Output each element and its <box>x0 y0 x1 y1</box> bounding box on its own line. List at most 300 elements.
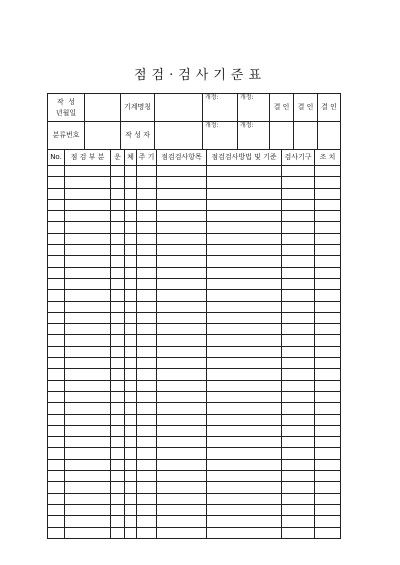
table-cell[interactable] <box>111 425 125 436</box>
table-cell[interactable] <box>111 504 125 515</box>
table-cell[interactable] <box>48 358 65 369</box>
table-cell[interactable] <box>137 278 157 289</box>
table-cell[interactable] <box>207 527 282 538</box>
table-cell[interactable] <box>157 278 207 289</box>
table-cell[interactable] <box>137 391 157 402</box>
table-cell[interactable] <box>137 312 157 323</box>
table-cell[interactable] <box>125 335 137 346</box>
table-cell[interactable] <box>111 256 125 267</box>
table-cell[interactable] <box>65 493 111 504</box>
table-cell[interactable] <box>65 391 111 402</box>
table-cell[interactable] <box>315 290 341 301</box>
table-cell[interactable] <box>48 233 65 244</box>
table-cell[interactable] <box>65 346 111 357</box>
approval-sign-1[interactable] <box>270 122 294 150</box>
table-cell[interactable] <box>157 403 207 414</box>
table-cell[interactable] <box>207 199 282 210</box>
table-cell[interactable] <box>282 516 315 527</box>
table-cell[interactable] <box>315 256 341 267</box>
table-cell[interactable] <box>315 471 341 482</box>
table-cell[interactable] <box>111 346 125 357</box>
table-cell[interactable] <box>315 493 341 504</box>
table-cell[interactable] <box>111 233 125 244</box>
table-cell[interactable] <box>282 403 315 414</box>
table-cell[interactable] <box>137 369 157 380</box>
table-cell[interactable] <box>65 358 111 369</box>
table-cell[interactable] <box>137 256 157 267</box>
revision-field-4[interactable]: 개정: <box>238 122 270 150</box>
table-cell[interactable] <box>137 403 157 414</box>
machine-name-field[interactable] <box>155 94 203 122</box>
table-cell[interactable] <box>157 493 207 504</box>
table-cell[interactable] <box>125 504 137 515</box>
table-cell[interactable] <box>207 245 282 256</box>
table-cell[interactable] <box>282 222 315 233</box>
table-cell[interactable] <box>157 166 207 177</box>
table-cell[interactable] <box>125 358 137 369</box>
table-cell[interactable] <box>207 166 282 177</box>
table-cell[interactable] <box>282 471 315 482</box>
table-cell[interactable] <box>111 278 125 289</box>
table-cell[interactable] <box>282 211 315 222</box>
table-cell[interactable] <box>207 256 282 267</box>
table-cell[interactable] <box>282 324 315 335</box>
table-cell[interactable] <box>111 301 125 312</box>
table-cell[interactable] <box>315 504 341 515</box>
table-cell[interactable] <box>157 437 207 448</box>
table-cell[interactable] <box>282 233 315 244</box>
table-cell[interactable] <box>137 414 157 425</box>
table-cell[interactable] <box>315 312 341 323</box>
table-cell[interactable] <box>111 324 125 335</box>
table-cell[interactable] <box>48 403 65 414</box>
table-cell[interactable] <box>111 369 125 380</box>
table-cell[interactable] <box>48 493 65 504</box>
table-cell[interactable] <box>282 188 315 199</box>
table-cell[interactable] <box>315 391 341 402</box>
table-cell[interactable] <box>65 459 111 470</box>
table-cell[interactable] <box>125 482 137 493</box>
table-cell[interactable] <box>207 335 282 346</box>
table-cell[interactable] <box>137 222 157 233</box>
table-cell[interactable] <box>207 380 282 391</box>
table-cell[interactable] <box>157 188 207 199</box>
table-cell[interactable] <box>282 177 315 188</box>
table-cell[interactable] <box>207 459 282 470</box>
table-cell[interactable] <box>282 290 315 301</box>
table-cell[interactable] <box>125 166 137 177</box>
table-cell[interactable] <box>48 391 65 402</box>
table-cell[interactable] <box>137 177 157 188</box>
table-cell[interactable] <box>207 391 282 402</box>
table-cell[interactable] <box>125 233 137 244</box>
table-cell[interactable] <box>125 188 137 199</box>
table-cell[interactable] <box>157 199 207 210</box>
table-cell[interactable] <box>207 177 282 188</box>
table-cell[interactable] <box>315 346 341 357</box>
table-cell[interactable] <box>157 335 207 346</box>
table-cell[interactable] <box>48 425 65 436</box>
table-cell[interactable] <box>157 233 207 244</box>
table-cell[interactable] <box>137 245 157 256</box>
table-cell[interactable] <box>111 222 125 233</box>
table-cell[interactable] <box>137 267 157 278</box>
table-cell[interactable] <box>137 504 157 515</box>
table-cell[interactable] <box>111 403 125 414</box>
table-cell[interactable] <box>315 403 341 414</box>
table-cell[interactable] <box>315 516 341 527</box>
table-cell[interactable] <box>65 448 111 459</box>
table-cell[interactable] <box>315 324 341 335</box>
table-cell[interactable] <box>157 380 207 391</box>
table-cell[interactable] <box>125 369 137 380</box>
table-cell[interactable] <box>137 188 157 199</box>
table-cell[interactable] <box>282 358 315 369</box>
table-cell[interactable] <box>137 459 157 470</box>
table-cell[interactable] <box>65 278 111 289</box>
table-cell[interactable] <box>111 199 125 210</box>
table-cell[interactable] <box>157 267 207 278</box>
table-cell[interactable] <box>111 312 125 323</box>
table-cell[interactable] <box>157 391 207 402</box>
table-cell[interactable] <box>137 166 157 177</box>
table-cell[interactable] <box>111 211 125 222</box>
table-cell[interactable] <box>282 369 315 380</box>
table-cell[interactable] <box>282 335 315 346</box>
table-cell[interactable] <box>282 380 315 391</box>
table-cell[interactable] <box>157 290 207 301</box>
table-cell[interactable] <box>157 256 207 267</box>
table-cell[interactable] <box>125 403 137 414</box>
table-cell[interactable] <box>157 358 207 369</box>
table-cell[interactable] <box>65 471 111 482</box>
table-cell[interactable] <box>65 290 111 301</box>
table-cell[interactable] <box>111 290 125 301</box>
table-cell[interactable] <box>48 267 65 278</box>
table-cell[interactable] <box>282 278 315 289</box>
table-cell[interactable] <box>65 335 111 346</box>
table-cell[interactable] <box>137 482 157 493</box>
table-cell[interactable] <box>65 504 111 515</box>
table-cell[interactable] <box>207 290 282 301</box>
table-cell[interactable] <box>48 448 65 459</box>
table-cell[interactable] <box>137 448 157 459</box>
table-cell[interactable] <box>125 245 137 256</box>
table-cell[interactable] <box>207 437 282 448</box>
table-cell[interactable] <box>315 278 341 289</box>
table-cell[interactable] <box>137 335 157 346</box>
table-cell[interactable] <box>282 312 315 323</box>
table-cell[interactable] <box>125 312 137 323</box>
table-cell[interactable] <box>48 527 65 538</box>
table-cell[interactable] <box>125 391 137 402</box>
table-cell[interactable] <box>282 391 315 402</box>
table-cell[interactable] <box>125 516 137 527</box>
table-cell[interactable] <box>157 369 207 380</box>
table-cell[interactable] <box>282 482 315 493</box>
table-cell[interactable] <box>315 448 341 459</box>
table-cell[interactable] <box>207 324 282 335</box>
table-cell[interactable] <box>65 516 111 527</box>
table-cell[interactable] <box>315 380 341 391</box>
author-field[interactable] <box>155 122 203 150</box>
table-cell[interactable] <box>65 312 111 323</box>
table-cell[interactable] <box>207 358 282 369</box>
revision-field-3[interactable]: 개정: <box>203 122 238 150</box>
revision-field-2[interactable]: 개정: <box>238 94 270 122</box>
table-cell[interactable] <box>282 414 315 425</box>
approval-sign-3[interactable] <box>318 122 341 150</box>
table-cell[interactable] <box>65 301 111 312</box>
table-cell[interactable] <box>125 471 137 482</box>
table-cell[interactable] <box>48 199 65 210</box>
table-cell[interactable] <box>282 459 315 470</box>
table-cell[interactable] <box>137 358 157 369</box>
table-cell[interactable] <box>137 346 157 357</box>
table-cell[interactable] <box>125 278 137 289</box>
table-cell[interactable] <box>157 471 207 482</box>
table-cell[interactable] <box>137 425 157 436</box>
table-cell[interactable] <box>157 346 207 357</box>
table-cell[interactable] <box>111 414 125 425</box>
table-cell[interactable] <box>157 245 207 256</box>
table-cell[interactable] <box>137 380 157 391</box>
table-cell[interactable] <box>282 493 315 504</box>
table-cell[interactable] <box>111 516 125 527</box>
table-cell[interactable] <box>315 166 341 177</box>
table-cell[interactable] <box>125 380 137 391</box>
table-cell[interactable] <box>48 312 65 323</box>
table-cell[interactable] <box>157 414 207 425</box>
table-cell[interactable] <box>207 425 282 436</box>
table-cell[interactable] <box>125 290 137 301</box>
table-cell[interactable] <box>65 211 111 222</box>
table-cell[interactable] <box>207 493 282 504</box>
table-cell[interactable] <box>282 256 315 267</box>
table-cell[interactable] <box>315 527 341 538</box>
table-cell[interactable] <box>125 199 137 210</box>
table-cell[interactable] <box>207 403 282 414</box>
table-cell[interactable] <box>48 380 65 391</box>
table-cell[interactable] <box>157 448 207 459</box>
table-cell[interactable] <box>111 380 125 391</box>
table-cell[interactable] <box>65 414 111 425</box>
table-cell[interactable] <box>65 188 111 199</box>
table-cell[interactable] <box>111 482 125 493</box>
table-cell[interactable] <box>65 380 111 391</box>
table-cell[interactable] <box>137 516 157 527</box>
table-cell[interactable] <box>111 335 125 346</box>
table-cell[interactable] <box>111 166 125 177</box>
table-cell[interactable] <box>137 324 157 335</box>
table-cell[interactable] <box>315 425 341 436</box>
table-cell[interactable] <box>157 324 207 335</box>
table-cell[interactable] <box>282 437 315 448</box>
table-cell[interactable] <box>125 324 137 335</box>
table-cell[interactable] <box>125 301 137 312</box>
table-cell[interactable] <box>48 324 65 335</box>
table-cell[interactable] <box>315 177 341 188</box>
table-cell[interactable] <box>111 188 125 199</box>
table-cell[interactable] <box>282 425 315 436</box>
table-cell[interactable] <box>65 256 111 267</box>
table-cell[interactable] <box>48 188 65 199</box>
classification-field[interactable] <box>85 122 121 150</box>
table-cell[interactable] <box>65 245 111 256</box>
table-cell[interactable] <box>125 448 137 459</box>
table-cell[interactable] <box>137 211 157 222</box>
table-cell[interactable] <box>48 245 65 256</box>
table-cell[interactable] <box>157 312 207 323</box>
table-cell[interactable] <box>137 471 157 482</box>
table-cell[interactable] <box>282 448 315 459</box>
table-cell[interactable] <box>48 290 65 301</box>
table-cell[interactable] <box>125 256 137 267</box>
table-cell[interactable] <box>111 267 125 278</box>
table-cell[interactable] <box>315 358 341 369</box>
table-cell[interactable] <box>157 177 207 188</box>
table-cell[interactable] <box>315 301 341 312</box>
table-cell[interactable] <box>282 346 315 357</box>
table-cell[interactable] <box>207 312 282 323</box>
table-cell[interactable] <box>137 199 157 210</box>
table-cell[interactable] <box>315 369 341 380</box>
table-cell[interactable] <box>111 391 125 402</box>
table-cell[interactable] <box>48 414 65 425</box>
table-cell[interactable] <box>315 188 341 199</box>
table-cell[interactable] <box>207 482 282 493</box>
table-cell[interactable] <box>65 403 111 414</box>
table-cell[interactable] <box>157 211 207 222</box>
table-cell[interactable] <box>137 290 157 301</box>
table-cell[interactable] <box>207 211 282 222</box>
table-cell[interactable] <box>65 222 111 233</box>
table-cell[interactable] <box>48 301 65 312</box>
table-cell[interactable] <box>207 471 282 482</box>
table-cell[interactable] <box>65 267 111 278</box>
table-cell[interactable] <box>125 177 137 188</box>
table-cell[interactable] <box>48 459 65 470</box>
table-cell[interactable] <box>48 166 65 177</box>
table-cell[interactable] <box>111 448 125 459</box>
table-cell[interactable] <box>157 482 207 493</box>
table-cell[interactable] <box>282 166 315 177</box>
table-cell[interactable] <box>111 358 125 369</box>
table-cell[interactable] <box>48 211 65 222</box>
table-cell[interactable] <box>125 527 137 538</box>
table-cell[interactable] <box>315 335 341 346</box>
table-cell[interactable] <box>137 233 157 244</box>
table-cell[interactable] <box>65 177 111 188</box>
table-cell[interactable] <box>111 471 125 482</box>
table-cell[interactable] <box>315 233 341 244</box>
table-cell[interactable] <box>48 482 65 493</box>
table-cell[interactable] <box>125 437 137 448</box>
table-cell[interactable] <box>207 233 282 244</box>
table-cell[interactable] <box>157 425 207 436</box>
table-cell[interactable] <box>48 222 65 233</box>
table-cell[interactable] <box>207 504 282 515</box>
table-cell[interactable] <box>125 459 137 470</box>
table-cell[interactable] <box>125 493 137 504</box>
table-cell[interactable] <box>157 459 207 470</box>
table-cell[interactable] <box>48 471 65 482</box>
table-cell[interactable] <box>111 493 125 504</box>
table-cell[interactable] <box>315 459 341 470</box>
table-cell[interactable] <box>282 245 315 256</box>
table-cell[interactable] <box>111 437 125 448</box>
table-cell[interactable] <box>137 301 157 312</box>
table-cell[interactable] <box>315 437 341 448</box>
table-cell[interactable] <box>48 335 65 346</box>
table-cell[interactable] <box>48 177 65 188</box>
table-cell[interactable] <box>65 437 111 448</box>
creation-date-field[interactable] <box>85 94 121 122</box>
table-cell[interactable] <box>111 177 125 188</box>
table-cell[interactable] <box>207 414 282 425</box>
table-cell[interactable] <box>207 222 282 233</box>
table-cell[interactable] <box>157 301 207 312</box>
table-cell[interactable] <box>157 222 207 233</box>
table-cell[interactable] <box>65 166 111 177</box>
table-cell[interactable] <box>207 369 282 380</box>
table-cell[interactable] <box>125 414 137 425</box>
table-cell[interactable] <box>65 527 111 538</box>
table-cell[interactable] <box>65 233 111 244</box>
table-cell[interactable] <box>111 527 125 538</box>
table-cell[interactable] <box>65 425 111 436</box>
table-cell[interactable] <box>207 301 282 312</box>
table-cell[interactable] <box>125 267 137 278</box>
table-cell[interactable] <box>65 482 111 493</box>
table-cell[interactable] <box>111 245 125 256</box>
table-cell[interactable] <box>137 527 157 538</box>
table-cell[interactable] <box>282 301 315 312</box>
table-cell[interactable] <box>157 504 207 515</box>
table-cell[interactable] <box>315 211 341 222</box>
table-cell[interactable] <box>282 199 315 210</box>
table-cell[interactable] <box>207 516 282 527</box>
table-cell[interactable] <box>125 222 137 233</box>
table-cell[interactable] <box>48 504 65 515</box>
table-cell[interactable] <box>137 493 157 504</box>
table-cell[interactable] <box>207 188 282 199</box>
table-cell[interactable] <box>125 211 137 222</box>
table-cell[interactable] <box>111 459 125 470</box>
approval-sign-2[interactable] <box>294 122 318 150</box>
table-cell[interactable] <box>315 482 341 493</box>
table-cell[interactable] <box>125 346 137 357</box>
table-cell[interactable] <box>282 527 315 538</box>
table-cell[interactable] <box>65 369 111 380</box>
table-cell[interactable] <box>315 245 341 256</box>
table-cell[interactable] <box>315 267 341 278</box>
table-cell[interactable] <box>137 437 157 448</box>
table-cell[interactable] <box>48 346 65 357</box>
table-cell[interactable] <box>48 369 65 380</box>
table-cell[interactable] <box>315 199 341 210</box>
table-cell[interactable] <box>207 278 282 289</box>
table-cell[interactable] <box>48 516 65 527</box>
table-cell[interactable] <box>157 516 207 527</box>
table-cell[interactable] <box>207 346 282 357</box>
table-cell[interactable] <box>65 324 111 335</box>
revision-field-1[interactable]: 개정: <box>203 94 238 122</box>
table-cell[interactable] <box>48 437 65 448</box>
table-cell[interactable] <box>207 448 282 459</box>
table-cell[interactable] <box>315 222 341 233</box>
table-cell[interactable] <box>48 256 65 267</box>
